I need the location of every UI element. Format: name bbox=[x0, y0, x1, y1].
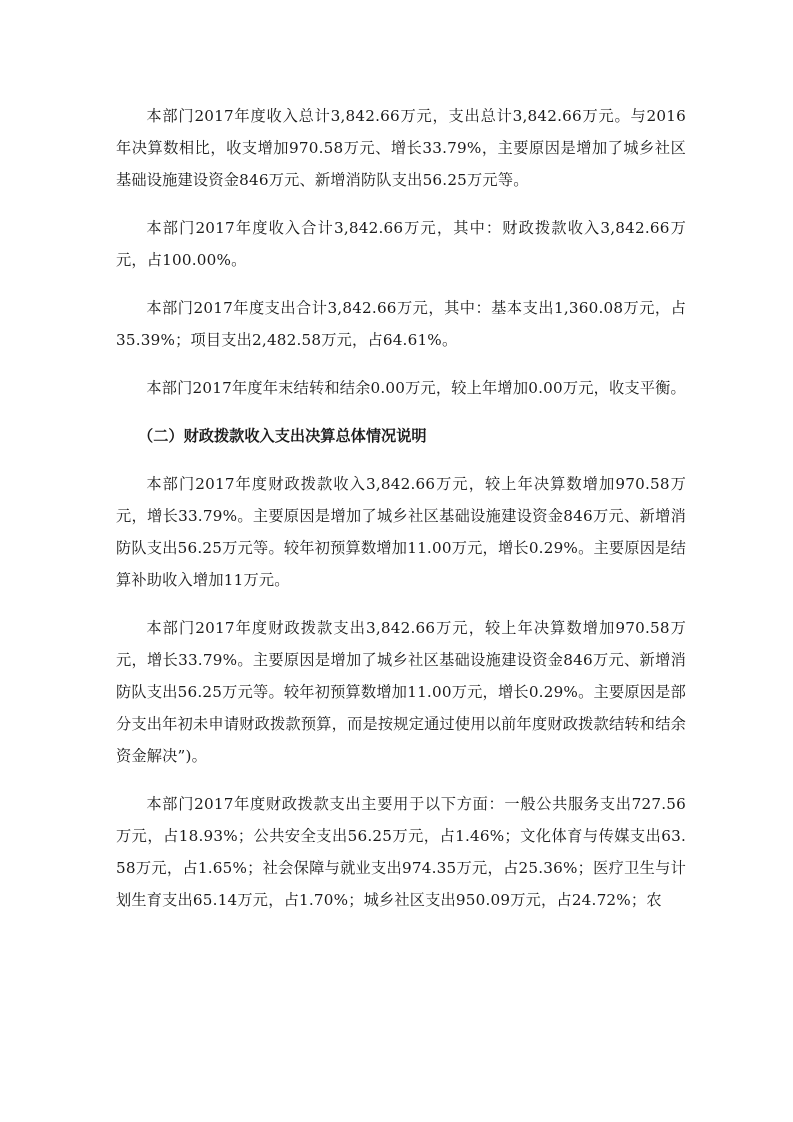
document-page bbox=[116, 100, 686, 932]
paragraph-fiscal-expense: 本部门2017年度财政拨款支出3,842.66万元，较上年决算数增加970.58万元，增长33.79%。主要原因是增加了城乡社区基础设施建设资金846万元、新增消防队支出56.25万元等。较年初预算数增加11.00万元，增长0.29%。主要原因是部分支出年初未申请财政拨款预算，而是按规定通过使用以前年度财政拨款结转和结余资金解决”)。 bbox=[116, 619, 686, 765]
paragraph-fiscal-income: 本部门2017年度财政拨款收入3,842.66万元，较上年决算数增加970.58万元，增长33.79%。主要原因是增加了城乡社区基础设施建设资金846万元、新增消防队支出56.25万元等。较年初预算数增加11.00万元，增长0.29%。主要原因是结算补助收入增加11万元。 bbox=[116, 475, 686, 589]
section-heading: （二）财政拨款收入支出决算总体情况说明 bbox=[138, 427, 427, 445]
paragraph-year-end-balance: 本部门2017年度年末结转和结余0.00万元，较上年增加0.00万元，收支平衡。 bbox=[146, 379, 686, 397]
paragraph-expense-composition: 本部门2017年度支出合计3,842.66万元，其中：基本支出1,360.08万元，占35.39%；项目支出2,482.58万元，占64.61%。 bbox=[116, 299, 686, 349]
paragraph-income-composition: 本部门2017年度收入合计3,842.66万元，其中：财政拨款收入3,842.66万元，占100.00%。 bbox=[116, 219, 686, 269]
paragraph-fiscal-expense-usage: 本部门2017年度财政拨款支出主要用于以下方面：一般公共服务支出727.56万元，占18.93%；公共安全支出56.25万元，占1.46%；文化体育与传媒支出63.58万元，占1.65%；社会保障与就业支出974.35万元，占25.36%；医疗卫生与计划生育支出65.14万元，占1.70%；城乡社区支出950.09万元，占24.72%；农 bbox=[116, 795, 686, 909]
paragraph-total-income-expense: 本部门2017年度收入总计3,842.66万元，支出总计3,842.66万元。与2016年决算数相比，收支增加970.58万元、增长33.79%，主要原因是增加了城乡社区基础设施建设资金846万元、新增消防队支出56.25万元等。 bbox=[116, 107, 686, 189]
